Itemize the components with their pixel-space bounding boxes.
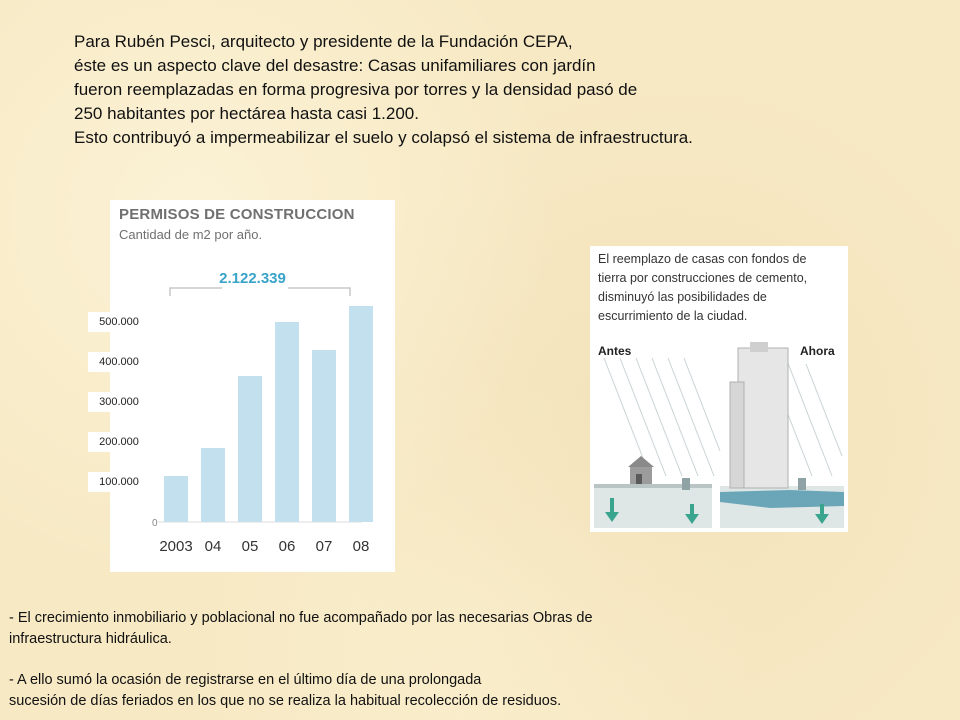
caption-line: El reemplazo de casas con fondos de xyxy=(598,252,807,266)
total-bracket xyxy=(170,288,350,296)
down-arrow-icon xyxy=(815,504,829,524)
intro-line: éste es un aspecto clave del desastre: Casas unifamiliares con jardín xyxy=(74,56,596,75)
intro-line: 250 habitantes por hectárea hasta casi 1.200. xyxy=(74,104,419,123)
bar-08 xyxy=(349,306,373,522)
bullet-holidays xyxy=(9,670,561,712)
infiltration-arrows xyxy=(590,246,848,532)
y-tick-label: 200.000 xyxy=(88,432,150,452)
intro-line: Esto contribuyó a impermeabilizar el suelo y colapsó el sistema de infraestructura. xyxy=(74,128,693,147)
down-arrow-icon xyxy=(605,498,619,522)
bar-04 xyxy=(201,448,225,522)
bar-05 xyxy=(238,376,262,522)
x-tick-label: 05 xyxy=(241,538,259,555)
y-tick-label: 100.000 xyxy=(88,472,150,492)
after-label: Ahora xyxy=(800,344,835,358)
bar-07 xyxy=(312,350,336,522)
intro-line: Para Rubén Pesci, arquitecto y presidente de la Fundación CEPA, xyxy=(74,32,573,51)
y-tick-label: 500.000 xyxy=(88,312,150,332)
caption-line: tierra por construcciones de cemento, xyxy=(598,271,808,285)
x-tick-label: 07 xyxy=(315,538,333,555)
bullet-line: infraestructura hidráulica. xyxy=(9,631,172,647)
intro-paragraph xyxy=(74,30,894,150)
chart-title: PERMISOS DE CONSTRUCCION xyxy=(119,206,355,223)
bar-2003 xyxy=(164,476,188,522)
chart-subtitle: Cantidad de m2 por año. xyxy=(119,227,263,242)
x-tick-label: 2003 xyxy=(159,538,193,555)
y-tick-label: 300.000 xyxy=(88,392,150,412)
bullet-line: sucesión de días feriados en los que no se realiza la habitual recolección de residuos. xyxy=(9,693,562,709)
caption-line: disminuyó las posibilidades de xyxy=(598,290,767,304)
runoff-illustration xyxy=(590,246,848,532)
intro-line: fueron reemplazadas en forma progresiva por torres y la densidad pasó de xyxy=(74,80,638,99)
before-label: Antes xyxy=(598,344,632,358)
x-tick-label: 08 xyxy=(352,538,370,555)
bar-06 xyxy=(275,322,299,522)
bar-chart-canvas xyxy=(110,200,395,572)
bullet-line: - El crecimiento inmobiliario y poblacional no fue acompañado por las necesarias Obras de xyxy=(9,610,593,626)
building-permits-chart xyxy=(110,200,395,572)
chart-total-label: 2.122.339 xyxy=(219,270,286,287)
bullet-infrastructure xyxy=(9,608,593,650)
bullet-line: - A ello sumó la ocasión de registrarse en el último día de una prolongada xyxy=(9,672,482,688)
x-tick-label: 04 xyxy=(204,538,222,555)
y-zero-label: 0 xyxy=(152,518,158,529)
down-arrow-icon xyxy=(685,504,699,524)
caption-line: escurrimiento de la ciudad. xyxy=(598,309,748,323)
y-tick-label: 400.000 xyxy=(88,352,150,372)
x-tick-label: 06 xyxy=(278,538,296,555)
